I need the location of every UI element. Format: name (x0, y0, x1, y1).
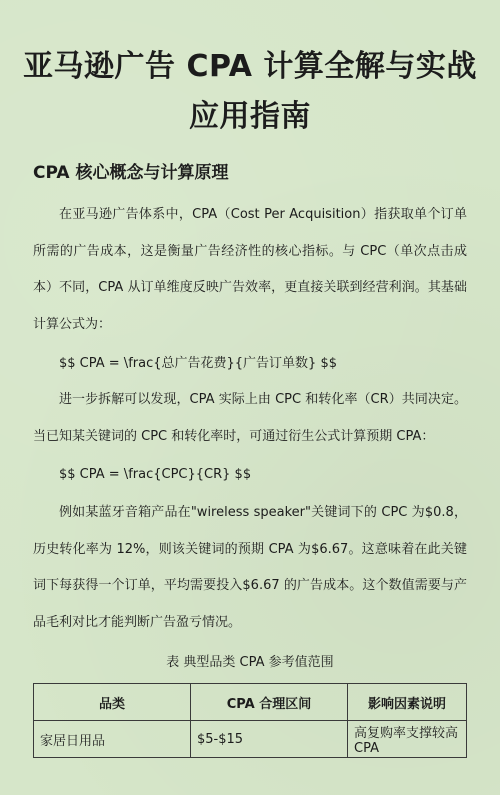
table-cell-category: 家居日用品 (34, 721, 191, 758)
table-header-factors: 影响因素说明 (348, 684, 467, 721)
formula-cpa-basic: $$ CPA = \frac{总广告花费}{广告订单数} $$ (59, 356, 337, 371)
paragraph-breakdown: 进一步拆解可以发现，CPA 实际上由 CPC 和转化率（CR）共同决定。当已知某关键词的 CPC 和转化率时，可通过衍生公式计算预期 CPA： (33, 392, 467, 444)
cpa-reference-table (33, 683, 467, 758)
formula-cpa-derived: $$ CPA = \frac{CPC}{CR} $$ (59, 467, 252, 482)
table-row (34, 721, 467, 758)
table-header-row (34, 684, 467, 721)
table-header-cpa-range: CPA 合理区间 (191, 684, 348, 721)
table-cell-factors: 高复购率支撑较高 CPA (348, 721, 467, 758)
table-cell-cpa-range: $5-$15 (191, 721, 348, 758)
table-header-category: 品类 (34, 684, 191, 721)
paragraph-example: 例如某蓝牙音箱产品在"wireless speaker"关键词下的 CPC 为$0.8，历史转化率为 12%，则该关键词的预期 CPA 为$6.67。这意味着在此关键词下每获得一个订单，平均需要投入$6.67 的广告成本。这个数值需要与产品毛利对比才能判断广告盈亏情况。 (33, 505, 467, 630)
paragraph-intro: 在亚马逊广告体系中，CPA（Cost Per Acquisition）指获取单个订单所需的广告成本，这是衡量广告经济性的核心指标。与 CPC（单次点击成本）不同，CPA 从订单维度反映广告效率，更直接关联到经营利润。其基础计算公式为： (33, 207, 467, 332)
table-caption: 表 典型品类 CPA 参考值范围 (166, 655, 334, 670)
page-title: 亚马逊广告 CPA 计算全解与实战应用指南 (23, 49, 477, 134)
section-heading: CPA 核心概念与计算原理 (33, 163, 229, 183)
